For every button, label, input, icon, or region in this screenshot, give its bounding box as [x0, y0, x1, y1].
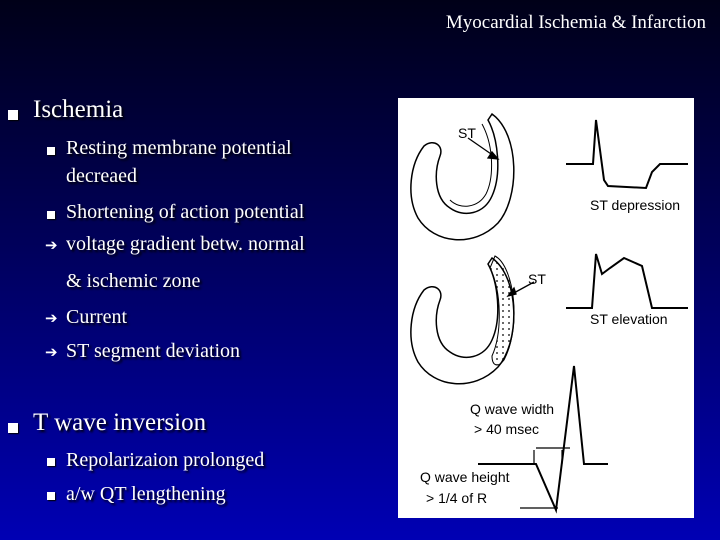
- sub-bullet-line: Repolarizaion prolonged: [66, 449, 265, 471]
- ecg-trace-q-wave: [478, 366, 608, 510]
- sub-bullet-line: Shortening of action potential: [66, 201, 305, 223]
- ecg-figure: [398, 98, 694, 518]
- label-st-elevation: ST elevation: [590, 311, 668, 327]
- arrow-right-icon: ➔: [45, 236, 58, 254]
- ecg-diagram: [398, 98, 694, 518]
- sub-bullet-line: a/w QT lengthening: [66, 483, 226, 505]
- label-st-top: ST: [458, 125, 476, 141]
- arrow-right-icon: ➔: [45, 343, 58, 361]
- ecg-trace-st-elevation: [566, 254, 688, 308]
- slide-title: Myocardial Ischemia & Infarction: [445, 12, 706, 33]
- bullet-t-wave-inversion: T wave inversion: [33, 409, 207, 436]
- sub-bullet-line: Current: [66, 306, 128, 328]
- sub-bullet-line: Resting membrane potential: [66, 137, 292, 159]
- ecg-trace-st-depression: [566, 120, 688, 188]
- bullet-square-icon: [47, 147, 55, 155]
- q-width-marker: [534, 450, 562, 464]
- label-st-depression: ST depression: [590, 197, 681, 213]
- bullet-square-icon: [8, 110, 18, 120]
- bullet-square-icon: [47, 211, 55, 219]
- label-q-wave-width: Q wave width: [470, 401, 555, 417]
- sub-bullet-line: & ischemic zone: [66, 270, 201, 292]
- sub-bullet-line: decreaed: [66, 165, 138, 187]
- arrow-right-icon: ➔: [45, 309, 58, 327]
- label-q-wave-width-value: > 40 msec: [474, 421, 539, 437]
- sub-bullet-line: ST segment deviation: [66, 340, 241, 362]
- label-q-wave-height: Q wave height: [420, 469, 510, 485]
- bullet-ischemia: Ischemia: [33, 96, 124, 123]
- label-q-wave-height-value: > 1/4 of R: [426, 490, 488, 506]
- bullet-square-icon: [47, 492, 55, 500]
- label-st-middle: ST: [528, 271, 546, 287]
- bullet-square-icon: [47, 458, 55, 466]
- ischemic-zone: [490, 256, 514, 365]
- sub-bullet-line: voltage gradient betw. normal: [66, 233, 305, 255]
- bullet-square-icon: [8, 423, 18, 433]
